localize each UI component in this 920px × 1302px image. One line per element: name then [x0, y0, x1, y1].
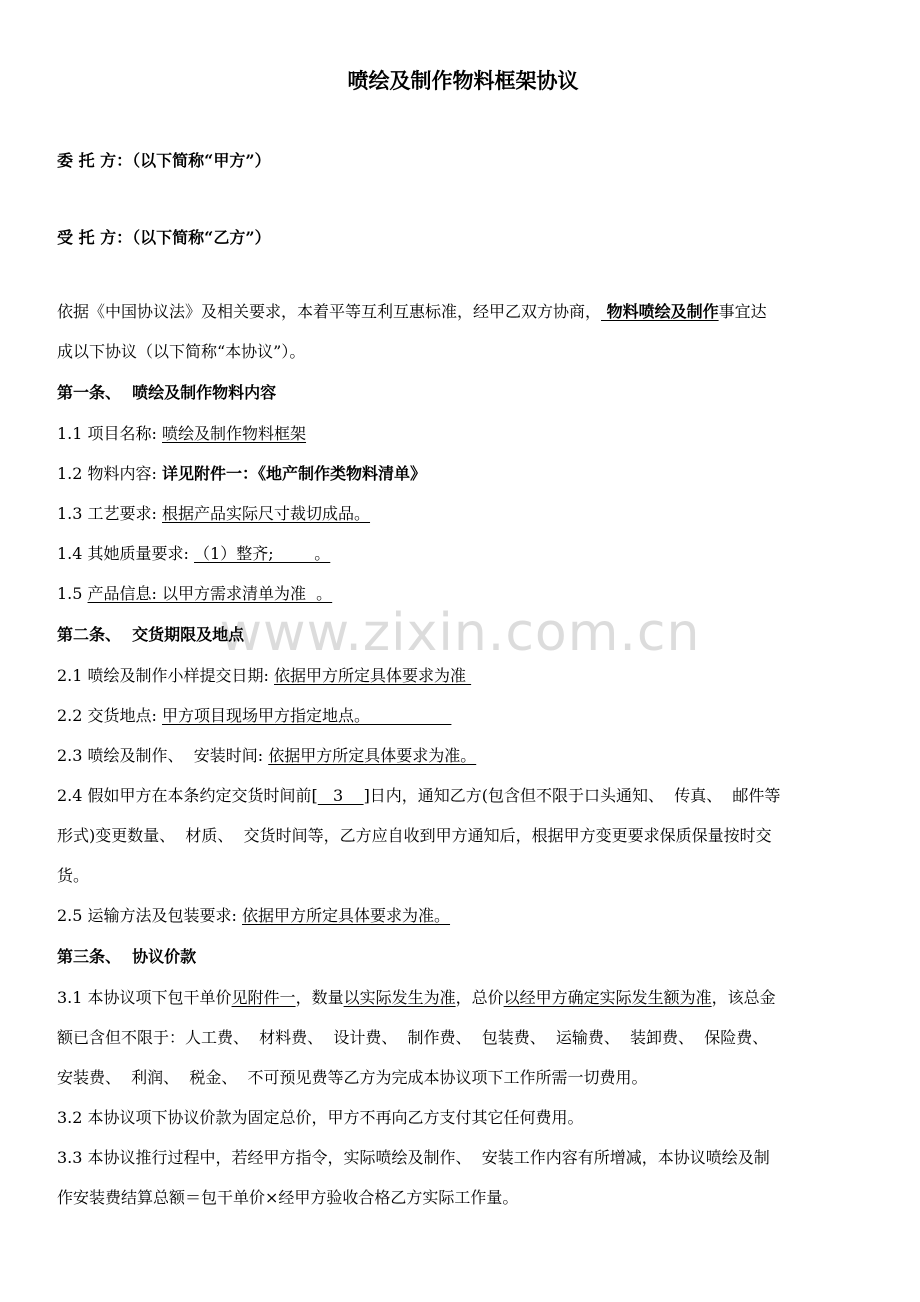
item-label: 2.1 喷绘及制作小样提交日期: — [57, 666, 275, 685]
item-value: （1）整齐; 。 — [194, 544, 331, 563]
item-2-5 — [57, 904, 450, 928]
page-title: 喷绘及制作物料框架协议 — [347, 68, 579, 93]
days-value: 3 — [317, 786, 364, 805]
item-1-4 — [57, 542, 330, 566]
item-2-4-line-1 — [57, 784, 780, 808]
item-text: 2.4 假如甲方在本条约定交货时间前[ — [57, 786, 318, 805]
item-label: 1.1 项目名称: — [57, 424, 163, 443]
item-label: 2.5 运输方法及包装要求: — [57, 906, 243, 925]
item-3-1-line-3: 安装费、 利润、 税金、 不可预见费等乙方为完成本协议项下工作所需一切费用。 — [57, 1068, 648, 1087]
contractor-party — [57, 226, 271, 250]
item-label: 1.2 物料内容: — [57, 464, 163, 483]
client-note: ：（以下简称“甲方”） — [116, 151, 271, 170]
item-value: 喷绘及制作物料框架 — [162, 424, 307, 443]
item-1-3 — [57, 502, 370, 526]
item-text: ，数量 — [295, 988, 344, 1007]
item-label: 2.2 交货地点: — [57, 706, 163, 725]
item-value: 以实际发生为准 — [343, 988, 456, 1007]
item-label: 1.4 其她质量要求: — [57, 544, 195, 563]
contractor-note: ：（以下简称“乙方”） — [116, 228, 271, 247]
item-value: 见附件一 — [231, 988, 296, 1007]
item-value: 以经甲方确定实际发生额为准 — [503, 988, 712, 1007]
item-2-2 — [57, 704, 451, 728]
intro-subject: 物料喷绘及制作 — [601, 302, 719, 321]
item-2-4-line-2: 形式)变更数量、 材质、 交货时间等，乙方应自收到甲方通知后，根据甲方变更要求保质保量按时交 — [57, 826, 772, 845]
client-label: 委 托 方 — [57, 151, 117, 170]
intro-line-2: 成以下协议（以下简称“本协议”）。 — [57, 342, 306, 361]
contractor-label: 受 托 方 — [57, 228, 117, 247]
intro-text: 依据《中国协议法》及相关要求，本着平等互利互惠标准，经甲乙双方协商， — [57, 302, 602, 321]
item-label: 1.5 — [57, 584, 88, 603]
item-1-2 — [57, 462, 426, 486]
item-text: 3.1 本协议项下包干单价 — [57, 988, 232, 1007]
item-label: 1.3 工艺要求: — [57, 504, 163, 523]
item-2-4-line-3: 货。 — [57, 866, 90, 885]
watermark: www.zixin.com.cn — [219, 603, 701, 663]
item-3-3-line-1: 3.3 本协议推行过程中，若经甲方指令，实际喷绘及制作、 安装工作内容有所增减，本协议喷绘及制 — [57, 1148, 770, 1167]
item-text: ，总价 — [455, 988, 504, 1007]
item-value: 依据甲方所定具体要求为准。 — [268, 746, 477, 765]
item-value: 详见附件一：《地产制作类物料清单》 — [162, 464, 427, 483]
intro-line-1 — [57, 300, 767, 324]
item-3-2: 3.2 本协议项下协议价款为固定总价，甲方不再向乙方支付其它任何费用。 — [57, 1108, 584, 1127]
item-1-1 — [57, 422, 306, 446]
item-value: 依据甲方所定具体要求为准。 — [242, 906, 451, 925]
item-3-1-line-1 — [57, 986, 776, 1010]
item-value: 甲方项目现场甲方指定地点。 — [162, 706, 452, 725]
item-value: 产品信息: 以甲方需求清单为准 。 — [87, 584, 333, 603]
article-2-heading: 第二条、 交货期限及地点 — [57, 625, 245, 644]
item-label: 2.3 喷绘及制作、 安装时间: — [57, 746, 269, 765]
article-3-heading: 第三条、 协议价款 — [57, 947, 197, 966]
item-value: 依据甲方所定具体要求为准 — [274, 666, 472, 685]
item-value: 根据产品实际尺寸裁切成品。 — [162, 504, 371, 523]
item-2-1 — [57, 664, 471, 688]
article-1-heading: 第一条、 喷绘及制作物料内容 — [57, 383, 277, 402]
item-2-3 — [57, 744, 476, 768]
item-3-1-line-2: 额已含但不限于：人工费、 材料费、 设计费、 制作费、 包装费、 运输费、 装卸费、 保险费、 — [57, 1028, 769, 1047]
client-party — [57, 149, 271, 173]
item-1-5 — [57, 582, 332, 606]
item-text: ]日内，通知乙方(包含但不限于口头通知、 传真、 邮件等 — [363, 786, 781, 805]
intro-text-end: 事宜达 — [718, 302, 767, 321]
item-3-3-line-2: 作安装费结算总额＝包干单价×经甲方验收合格乙方实际工作量。 — [57, 1188, 519, 1207]
item-text: ，该总金 — [711, 988, 776, 1007]
